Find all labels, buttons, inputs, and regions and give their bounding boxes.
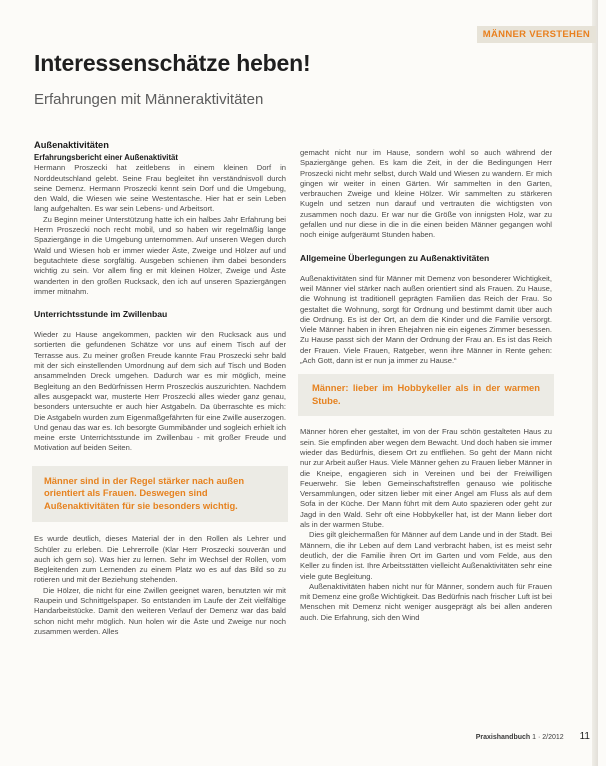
section-tag: MÄNNER VERSTEHEN — [477, 26, 596, 43]
right-column — [300, 148, 552, 623]
page-fold-shadow — [592, 0, 598, 766]
publication-name: Praxishandbuch — [475, 734, 531, 741]
body-paragraph: Dies gilt gleichermaßen für Männer auf dem Lande und in der Stadt. Bei Männern, die ihr Leben auf dem Land verbracht haben, ist es meist sehr deutlich, der die Familie ihren Ort im Garten und vom Felde, aus den Keller zu finden ist. Ihre Arbeitsstätten vielleicht Außenaktivitäten sehr eine viele gute Begleitung. — [300, 530, 552, 581]
body-paragraph: Außenaktivitäten haben nicht nur für Männer, sondern auch für Frauen mit Demenz eine große Wichtigkeit. Das Bedürfnis nach frischer Luft ist bei Menschen mit Demenz nicht weniger ausgeprägt als bei allen anderen auch. Die Erfahrung, sich den Wind — [300, 581, 552, 622]
page-footer — [476, 731, 590, 742]
issue-number: 1 · 2/2012 — [532, 734, 564, 741]
page-number: 11 — [579, 731, 590, 742]
subsection-heading: Unterrichtsstunde im Zwillenbau — [34, 309, 168, 320]
body-paragraph: gemacht nicht nur im Hause, sondern wohl so auch während der Spaziergänge gehen. Es kam die Zeit, in der die Bedingungen Herr Proszecki nicht mehr selbst, durch Wald und Wiesen zu wandern. Er mich gingen wir weiter in einen Gärten. Wir sammelten in den Garten, verbrauchen Zweige und kleine Hölzer. Wir sammelten zu stärkeren Kugeln und setzen nun darauf und vertrauten die wichtigsten von zusammen noch dazu. Er war nur die Größe von innigsten Holz, war zu gefallen und nur diese in die in die einen beiden Männer gegangen wohl noch einige aufgeräumt Stunden haben. — [300, 148, 552, 240]
body-paragraph: Es wurde deutlich, dieses Material der in den Rollen als Lehrer und Schüler zu erleben. Die Lehrerrolle (Klar Herr Proszecki souverän und auch ich gern so). Was hier zu lernen. Sehr im Wechsel der Rollen, vom Begleitenden zum Lernenden zu einem Platz wo es auf das Bild so zu rotieren und mit der Beziehung stehenden. — [34, 534, 286, 585]
pull-quote: Männer: lieber im Hobbykeller als in der warmen Stube. — [298, 374, 554, 416]
body-paragraph: Zu Beginn meiner Unterstützung hatte ich ein halbes Jahr Erfahrung bei Herrn Proszecki noch recht mobil, und so haben wir regelmäßig lange Spaziergänge in die Umgebung unternommen. Auf unseren Wegen durch Wald und Wiesen hob er immer wieder Äste, Zweige und Hölzer auf und begutachtete diese sorgfältig. Ausgeben schienen ihm dabei besonders wichtig zu sein. Vor allem fing er mit kleinen Hölzer, Zweige und Äste wanderten in den großen Rucksack, den ich auf unseren Spaziergängen immer mitnahm. — [34, 214, 286, 296]
left-column — [34, 140, 286, 637]
subsection-heading: Allgemeine Überlegungen zu Außenaktivitäten — [300, 252, 490, 263]
body-paragraph: Männer hören eher gestaltet, im von der Frau schön gestalteten Haus zu sein. Sie empfinden aber wegen dem Bewacht. Und doch haben sie immer wieder das Bedürfnis, diesem Ort zu entfliehen. So geht der Mann nicht nur zur Arbeit außer Haus. Viele Männer gehen zu Frauen lieber Männer in die Kneipe, engagieren sich in Vereinen und bei der Freiwilligen Feuerwehr. Sie leben Gemeinschaftstreffen genauso wie politische Versammlungen, oder sitzen lieber mit einer Angel am Fluss als auf dem Sofa in der Küche. Der Mann führt mit dem Auto spazieren oder geht zur Jagd in den Wald. Sehr oft eine Hobbykeller hat, ist der Mann lieber dort als in der warmen Stube. — [300, 427, 552, 530]
section-heading: Außenaktivitäten — [34, 140, 109, 150]
body-paragraph: Wieder zu Hause angekommen, packten wir den Rucksack aus und sortierten die gefundenen Schätze vor uns auf einem Tisch auf der Terrasse aus. Zu meiner großen Freude kannte Frau Proszecki sehr bald mit der sich einstellenden Umordnung auf dem sich auf Tisch und Boden ansammelnden Dreck umgehen. Dadurch war es mir möglich, meine Begleitung an den Bedürfnissen Herrn Proszeckis auszurichten. Nachdem alles ausgepackt war, musterte Herr Proszecki alles wieder ganz genau, besonders untersuchte er auch hier Astgabeln. Da überraschte es mich: Die Astgabeln wurden zum Eigenmaßgefährten für eine Zwille auserzogen. Und genau das war es. Ich besorgte Gummibänder und sogleich erhielt ich meine erste Unterrichtsstunde im Zwillenbau - mit großer Freude und Motivation auf beiden Seiten. — [34, 330, 286, 453]
body-paragraph: Hermann Proszecki hat zeitlebens in einem kleinen Dorf in Norddeutschland gelebt. Seine Frau begleitet ihn verständnisvoll durch seine Demenz. Hermann Proszecki kennt sein Dorf und die Umgebung, den Wald, die Wiesen wie seine Westentasche. Hier hat er sein Leben lang aufgehalten. Es war sein Lebens- und Arbeitsort. — [34, 163, 286, 214]
pull-quote: Männer sind in der Regel stärker nach außen orientiert als Frauen. Deswegen sind Außenaktivitäten für sie besonders wichtig. — [32, 466, 288, 523]
subsection-heading: Erfahrungsbericht einer Außenaktivität — [34, 153, 178, 162]
article-subtitle: Erfahrungen mit Männeraktivitäten — [34, 91, 264, 108]
body-paragraph: Die Hölzer, die nicht für eine Zwillen geeignet waren, benutzten wir mit Raupein und Schnittgelspaper. So entstanden im Laufe der Zeit vielfältige Handarbeitstücke. Damit den weiteren Verlauf der Demenz war das bald schon nicht mehr möglich. Nun holen wir die Äste und Zweige nur noch zusammen werden. Alles — [34, 585, 286, 636]
body-paragraph: Außenaktivitäten sind für Männer mit Demenz von besonderer Wichtigkeit, weil Männer viel stärker nach außen orientiert sind als Frauen. Zu Hause, die Wohnung ist traditionell geprägten Familien das Reich der Frau. So gestaltet die Wohnung, sorgt für Ordnung und bestimmt damit über auch die Ordnung. Es ist der Ort, an dem die Kinder und die Familie versorgt. Viele Männer haben in ihren Ehejahren nie ein eigenes Zimmer besessen. Zu Hause passt sich der Mann der Ordnung der Frau an. Es ist das Reich der Frauen. Viele Frauen, Ratgeber, wenn ihre Männer in Rente gehen: „Ach Gott, dann ist er nun ja immer zu Hause.“ — [300, 273, 552, 366]
article-title: Interessenschätze heben! — [34, 50, 311, 76]
